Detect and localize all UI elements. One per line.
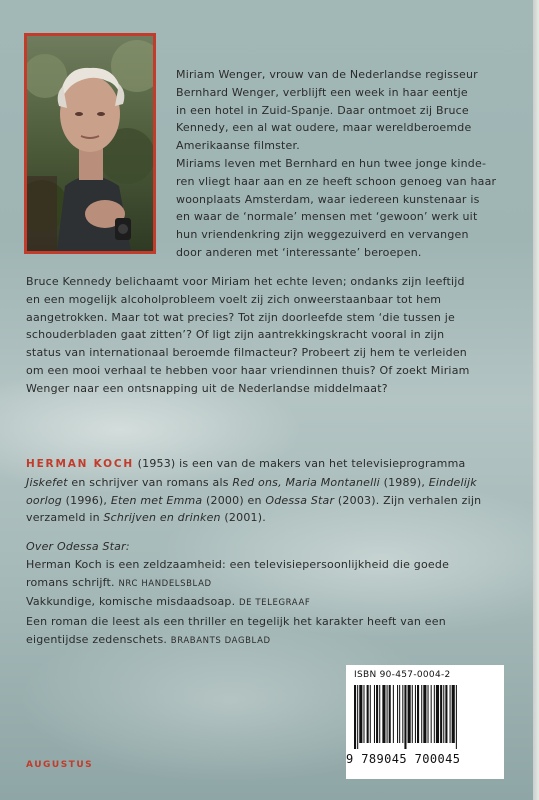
barcode-bar	[436, 685, 439, 743]
continuation-line: aangetrokken. Maar tot wat precies? Tot zijn doorleefde stem ‘die tussen je	[26, 310, 456, 324]
intro-line: Amerikaanse filmster.	[176, 139, 300, 153]
intro-line: en waar de ‘normale’ mensen met ‘gewoon’ werk uit	[176, 210, 478, 224]
intro-paragraph	[176, 66, 506, 262]
intro-line: Miriams leven met Bernhard en hun twee jonge kinde-	[176, 156, 487, 170]
continuation-line: en een mogelijk alcoholprobleem voelt zij zich onweerstaanbaar tot hem	[26, 292, 442, 306]
continuation-line: Wenger naar een ontsnapping uit de Nederlandse middelmaat?	[26, 381, 388, 395]
quotes-heading-text: Over	[26, 540, 57, 553]
barcode-bar	[417, 685, 419, 743]
bio-line	[26, 455, 511, 474]
barcode-bar	[415, 685, 416, 743]
barcode-bar	[428, 685, 429, 743]
barcode-bar	[363, 685, 364, 743]
barcode-bar	[443, 685, 444, 743]
barcode-bar	[357, 685, 358, 749]
intro-line: hun vriendenkring zijn weggezuiverd en vervangen	[176, 228, 469, 242]
quote-line	[26, 593, 511, 613]
bio-text: (1996),	[61, 493, 111, 507]
continuation-line: status van internationaal beroemde filmacteur? Probeert zij hem te verleiden	[26, 346, 467, 360]
quotes-heading-text: :	[125, 540, 130, 553]
bio-title: oorlog	[26, 493, 62, 507]
quote-source: DE TELEGRAAF	[238, 598, 311, 609]
press-quotes	[26, 538, 511, 651]
barcode-digits: 9 789045 700045	[346, 752, 461, 766]
quote-line	[26, 574, 511, 594]
barcode-bar	[397, 685, 398, 743]
barcode-bar	[387, 685, 388, 743]
bio-title: Red ons, Maria Montanelli	[232, 475, 380, 489]
barcode-bar	[404, 685, 406, 749]
barcode-bar	[374, 685, 375, 743]
intro-line: Miriam Wenger, vrouw van de Nederlandse regisseur	[176, 68, 478, 81]
quote-line: Een roman die leest als een thriller en tegelijk het karakter heeft van een	[26, 615, 446, 629]
author-photo	[24, 33, 156, 254]
bio-line	[26, 509, 511, 527]
isbn-number: ISBN 90-457-0004-2	[354, 670, 451, 680]
barcode-bar	[452, 685, 455, 743]
barcode-bar	[367, 685, 369, 743]
barcode-bar	[456, 685, 457, 749]
quotes-heading-title: Odessa Star	[56, 540, 126, 553]
bio-text: (2003). Zijn verhalen zijn	[334, 493, 482, 507]
bio-title: Jiskefet	[26, 475, 68, 489]
bio-line	[26, 492, 511, 510]
intro-line: woonplaats Amsterdam, waar iedereen kunstenaar is	[176, 192, 480, 206]
barcode-bar	[379, 685, 380, 743]
barcode-bar	[450, 685, 451, 743]
intro-line: in een hotel in Zuid-Spanje. Daar ontmoet zij Bruce	[176, 103, 469, 117]
barcode-bar	[412, 685, 413, 743]
continuation-paragraph	[26, 273, 511, 398]
continuation-line: Bruce Kennedy belichaamt voor Miriam het echte leven; ondanks zijn leeftijd	[26, 275, 465, 288]
quote-line	[26, 631, 511, 651]
barcode-bar	[423, 685, 426, 743]
quote-source: NRC HANDELSBLAD	[118, 578, 212, 589]
bio-line	[26, 474, 511, 492]
continuation-line: schouderbladen gaat zitten’? Of ligt zijn aantrekkingskracht vooral in zijn	[26, 328, 445, 342]
quote-text: eigentijdse zedenschets.	[26, 632, 171, 646]
bio-text: (1989),	[379, 475, 429, 489]
barcode-bar	[399, 685, 400, 743]
bio-title: Schrijven en drinken	[103, 511, 221, 525]
intro-line: Kennedy, een al wat oudere, maar wereldberoemde	[176, 121, 472, 135]
bio-text: (2001).	[220, 511, 266, 525]
bio-title: Eten met Emma	[110, 493, 203, 507]
barcode-bar	[402, 685, 403, 743]
spine-edge	[533, 0, 539, 800]
barcode-bar	[359, 685, 362, 743]
intro-line: ren vliegt haar aan en ze heeft schoon genoeg van haar	[176, 174, 497, 188]
barcode-bar	[445, 685, 447, 743]
barcode-bar	[434, 685, 435, 743]
barcode-bar	[440, 685, 442, 743]
barcode-bar	[408, 685, 411, 743]
barcode-bar	[382, 685, 385, 743]
bio-text: (2000) en	[202, 493, 266, 507]
barcode-bar	[393, 685, 394, 743]
bio-text: verzameld in	[26, 511, 104, 525]
barcode-bar	[370, 685, 371, 743]
bio-title: Eindelijk	[428, 475, 477, 489]
author-portrait-image	[27, 36, 153, 251]
quote-text: Vakkundige, komische misdaadsoap.	[26, 595, 239, 609]
author-name: HERMAN KOCH	[26, 458, 134, 470]
barcode	[346, 665, 504, 779]
barcode-bar	[354, 685, 356, 749]
barcode-bar	[421, 685, 422, 743]
bio-text: en schrijver van romans als	[67, 475, 233, 489]
intro-line: Bernhard Wenger, verblijft een week in haar eentje	[176, 85, 468, 99]
barcode-bar	[431, 685, 432, 743]
quotes-heading	[26, 538, 511, 556]
quote-line: Herman Koch is een zeldzaamheid: een televisiepersoonlijkheid die goede	[26, 557, 450, 571]
bio-title: Odessa Star	[265, 493, 335, 507]
barcode-bar	[389, 685, 391, 743]
barcode-bar	[376, 685, 378, 743]
author-bio	[26, 455, 511, 527]
barcode-bars	[352, 685, 498, 749]
bio-text: (1953) is een van de makers van het televisieprogramma	[133, 457, 466, 470]
publisher-logo: AUGUSTUS	[26, 760, 94, 770]
quote-text: romans schrijft.	[26, 575, 119, 589]
intro-line: door anderen met ‘interessante’ beroepen.	[176, 245, 422, 259]
continuation-line: om een mooi verhaal te hebben voor haar vriendinnen thuis? Of zoekt Miriam	[26, 363, 470, 377]
quote-source: BRABANTS DAGBLAD	[170, 635, 271, 646]
